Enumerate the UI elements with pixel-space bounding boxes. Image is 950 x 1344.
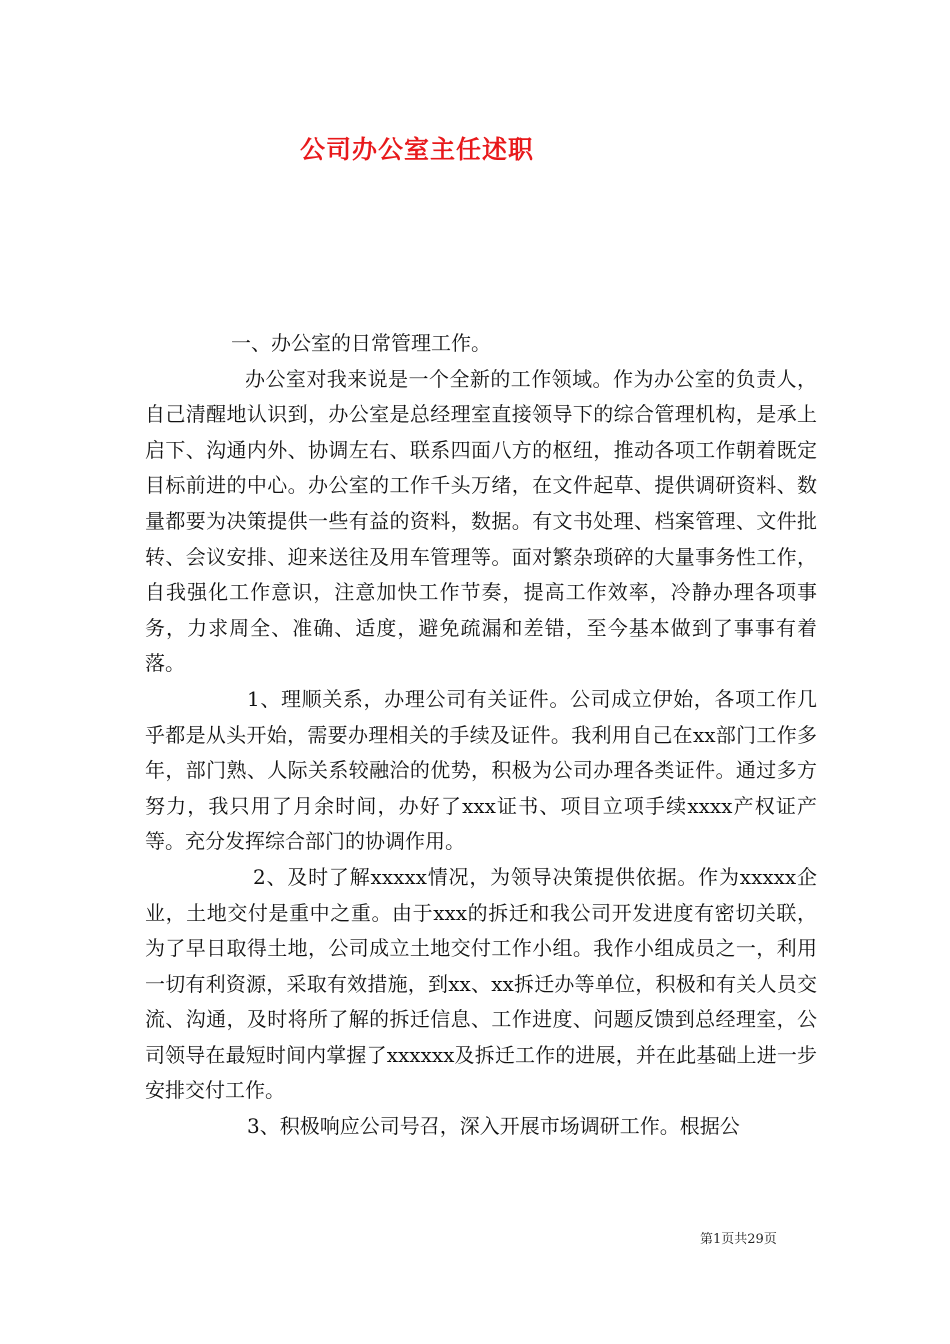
list-item: 1、理顺关系，办理公司有关证件。公司成立伊始，各项工作几乎都是从头开始，需要办理相关的手续及证件。我利用自己在xx部门工作多年，部门熟、人际关系较融洽的优势，积极为公司办理各类证件。通过多方努力，我只用了月余时间，办好了xxx证书、项目立项手续xxxx产权证产等。充分发挥综合部门的协调作用。 xyxy=(145,686,817,854)
document-title: 公司办公室主任述职 xyxy=(300,135,535,164)
list-item: 3、积极响应公司号召，深入开展市场调研工作。根据公 xyxy=(247,1114,740,1139)
section-heading: 一、办公室的日常管理工作。 xyxy=(231,331,491,355)
paragraph: 办公室对我来说是一个全新的工作领域。作为办公室的负责人，自己清醒地认识到，办公室是总经理室直接领导下的综合管理机构，是承上启下、沟通内外、协调左右、联系四面八方的枢纽，推动各项工作朝着既定目标前进的中心。办公室的工作千头万绪，在文件起草、提供调研资料、数量都要为决策提供一些有益的资料，数据。有文书处理、档案管理、文件批转、会议安排、迎来送往及用车管理等。面对繁杂琐碎的大量事务性工作，自我强化工作意识，注意加快工作节奏，提高工作效率，冷静办理各项事务，力求周全、准确、适度，避免疏漏和差错，至今基本做到了事事有着落。 xyxy=(145,366,817,676)
page-number: 第1页共29页 xyxy=(700,1232,777,1247)
document-body xyxy=(145,326,817,1145)
list-item: 2、及时了解xxxxx情况，为领导决策提供依据。作为xxxxx企业，土地交付是重中之重。由于xxx的拆迁和我公司开发进度有密切关联，为了早日取得土地，公司成立土地交付工作小组。我作小组成员之一，利用一切有利资源，采取有效措施，到xx、xx拆迁办等单位，积极和有关人员交流、沟通，及时将所了解的拆迁信息、工作进度、问题反馈到总经理室，公司领导在最短时间内掌握了xxxxxx及拆迁工作的进展，并在此基础上进一步安排交付工作。 xyxy=(145,864,817,1103)
